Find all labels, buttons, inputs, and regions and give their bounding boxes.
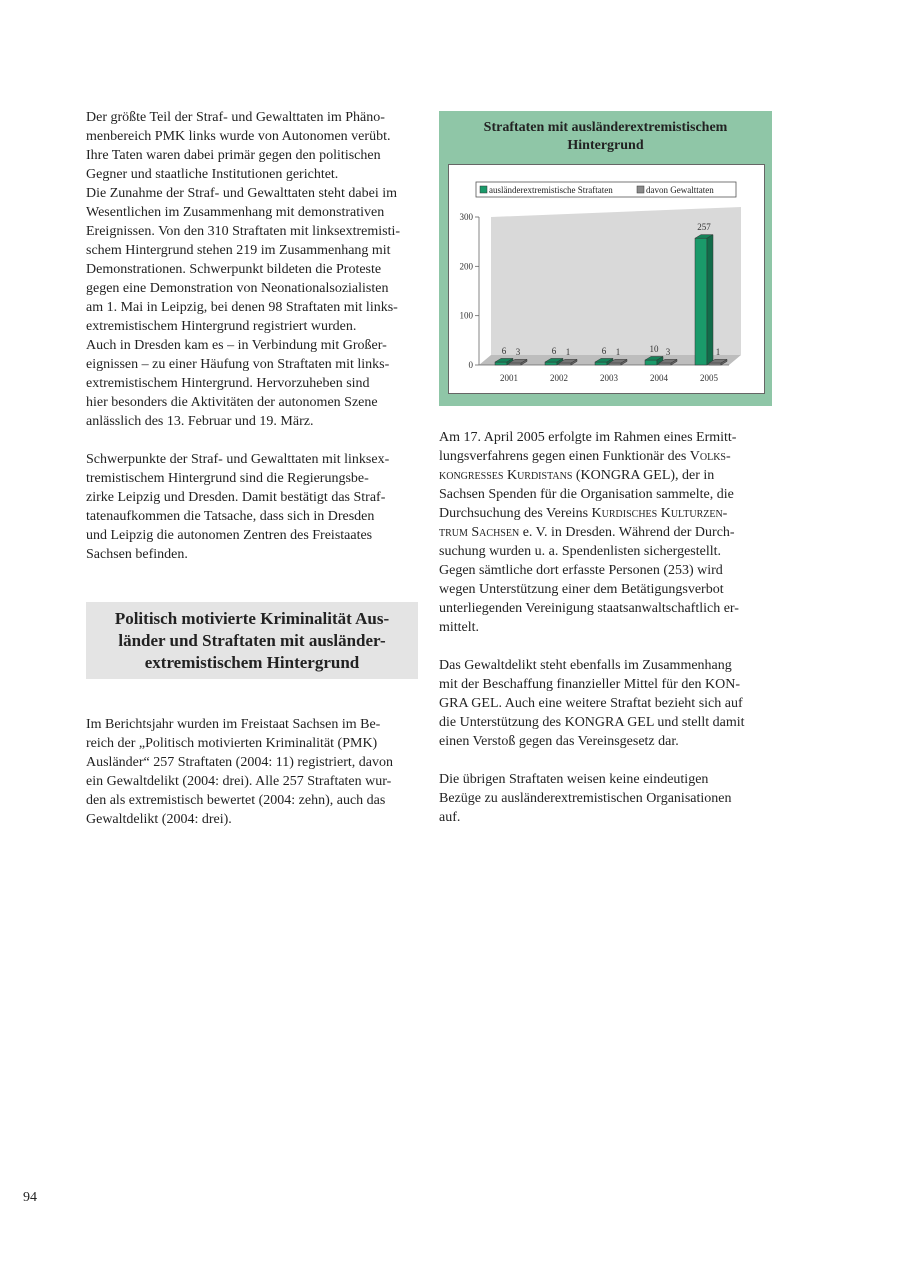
data-label-straftaten-2005: 257 xyxy=(697,222,711,233)
bar-chart xyxy=(449,165,764,393)
legend-swatch-gewalttaten xyxy=(637,186,644,193)
paragraph-schwerpunkte: Schwerpunkte der Straf- und Gewalttaten mit linksex- tremistischem Hintergrund sind die Regierungsbe- zirke Leipzig und Dresden. Damit bestätigt das Straf- tatenaufkommen die Tatsache, dass sich in Dresden und Leipzig die autonomen Zentren des Freistaates Sachsen befinden. xyxy=(86,452,390,562)
section-heading-box xyxy=(86,602,418,679)
data-label-straftaten-2001: 6 xyxy=(501,346,507,357)
data-label-gewalttaten-2005: 1 xyxy=(715,347,721,357)
chart-area xyxy=(448,164,765,394)
y-tick-label: 100 xyxy=(459,310,473,321)
paragraph-gewaltdelikt: Das Gewaltdelikt steht ebenfalls im Zusammenhang mit der Beschaffung finanzieller Mittel für den KON- GRA GEL. Auch eine weitere Straftat bezieht sich auf die Unterstützung des KONGRA GEL und stellt damit einen Verstoß gegen das Vereinsgesetz dar. xyxy=(439,658,745,749)
right-column xyxy=(439,428,772,827)
paragraph-berichtsjahr: Im Berichtsjahr wurden im Freistaat Sachsen im Be- reich der „Politisch motivierten Kriminalität (PMK) Ausländer“ 257 Straftaten (2004: 11) registriert, davon ein Gewaltdelikt (2004: drei). Alle 257 Straftaten wur- den als extremistisch bewertet (2004: zehn), auch das Gewaltdelikt (2004: drei). xyxy=(86,717,394,827)
x-tick-label-2003: 2003 xyxy=(600,373,618,383)
x-tick-label-2005: 2005 xyxy=(700,373,718,383)
x-tick-label-2001: 2001 xyxy=(500,373,518,383)
y-tick-label: 300 xyxy=(459,212,473,222)
section-heading: Politisch motivierte Kriminalität Aus- länder und Straftaten mit ausländer- extremistischem Hintergrund xyxy=(114,609,390,672)
data-label-straftaten-2002: 6 xyxy=(551,346,557,357)
y-tick-label: 0 xyxy=(468,360,473,370)
page-number: 94 xyxy=(23,1190,37,1205)
legend-label-gewalttaten: davon Gewalttaten xyxy=(646,185,714,195)
x-tick-label-2002: 2002 xyxy=(550,373,568,383)
y-tick-label: 200 xyxy=(459,261,473,272)
data-label-gewalttaten-2003: 1 xyxy=(615,347,621,357)
data-label-gewalttaten-2004: 3 xyxy=(665,347,671,357)
legend-label-straftaten: ausländerextremistische Straftaten xyxy=(489,185,613,195)
chart-legend xyxy=(476,182,736,197)
legend-swatch-straftaten xyxy=(480,186,487,193)
bar-straftaten-2005 xyxy=(695,235,713,365)
data-label-straftaten-2003: 6 xyxy=(601,346,607,357)
x-tick-label-2004: 2004 xyxy=(650,373,668,383)
data-label-gewalttaten-2001: 3 xyxy=(515,347,521,357)
chart-title: Straftaten mit ausländerextremistischem Hintergrund xyxy=(483,120,728,153)
paragraph-autonome: Der größte Teil der Straf- und Gewalttaten im Phäno- menbereich PMK links wurde von Autonomen verübt. Ihre Taten waren dabei primär gegen den politischen Gegner und staatliche Institutionen gerichtet. Die Zunahme der Straf- und Gewalttaten steht dabei im Wesentlichen im Zusammenhang mit demonstrativen Ereignissen. Von den 310 Straftaten mit linksextremisti- schem Hintergrund stehen 219 im Zusammenhang mit Demonstrationen. Schwerpunkt bildeten die Proteste gegen eine Demonstration von Neonationalsozialisten am 1. Mai in Leipzig, bei denen 98 Straftaten mit links- extremistischem Hintergrund registriert wurden. Auch in Dresden kam es – in Verbindung mit Großer- eignissen – zu einer Häufung von Straftaten mit links- extremistischem Hintergrund. Hervorzuheben sind hier besonders die Aktivitäten der autonomen Szene anlässlich des 13. Februar und 19. März. xyxy=(86,110,401,429)
data-label-gewalttaten-2002: 1 xyxy=(565,347,571,357)
left-column xyxy=(86,108,418,829)
chart-panel xyxy=(439,111,772,406)
data-label-straftaten-2004: 10 xyxy=(649,344,659,355)
paragraph-uebrige: Die übrigen Straftaten weisen keine eindeutigen Bezüge zu ausländerextremistischen Organisationen auf. xyxy=(439,772,732,825)
paragraph-kongra-gel: Am 17. April 2005 erfolgte im Rahmen eines Ermitt- lungsverfahrens gegen einen Funktionär des Volks- kongresses Kurdistans (KONGRA GEL), der in Sachsen Spenden für die Organisation sammelte, die Durchsuchung des Vereins Kurdisches Kulturzen- trum Sachsen e. V. in Dresden. Während der Durch- suchung wurden u. a. Spendenlisten sichergestellt. Gegen sämtliche dort erfasste Personen (253) wird wegen Unterstützung einer dem Betätigungsverbot unterliegenden Vereinigung staatsanwaltschaftlich er- mittelt. xyxy=(439,430,739,635)
